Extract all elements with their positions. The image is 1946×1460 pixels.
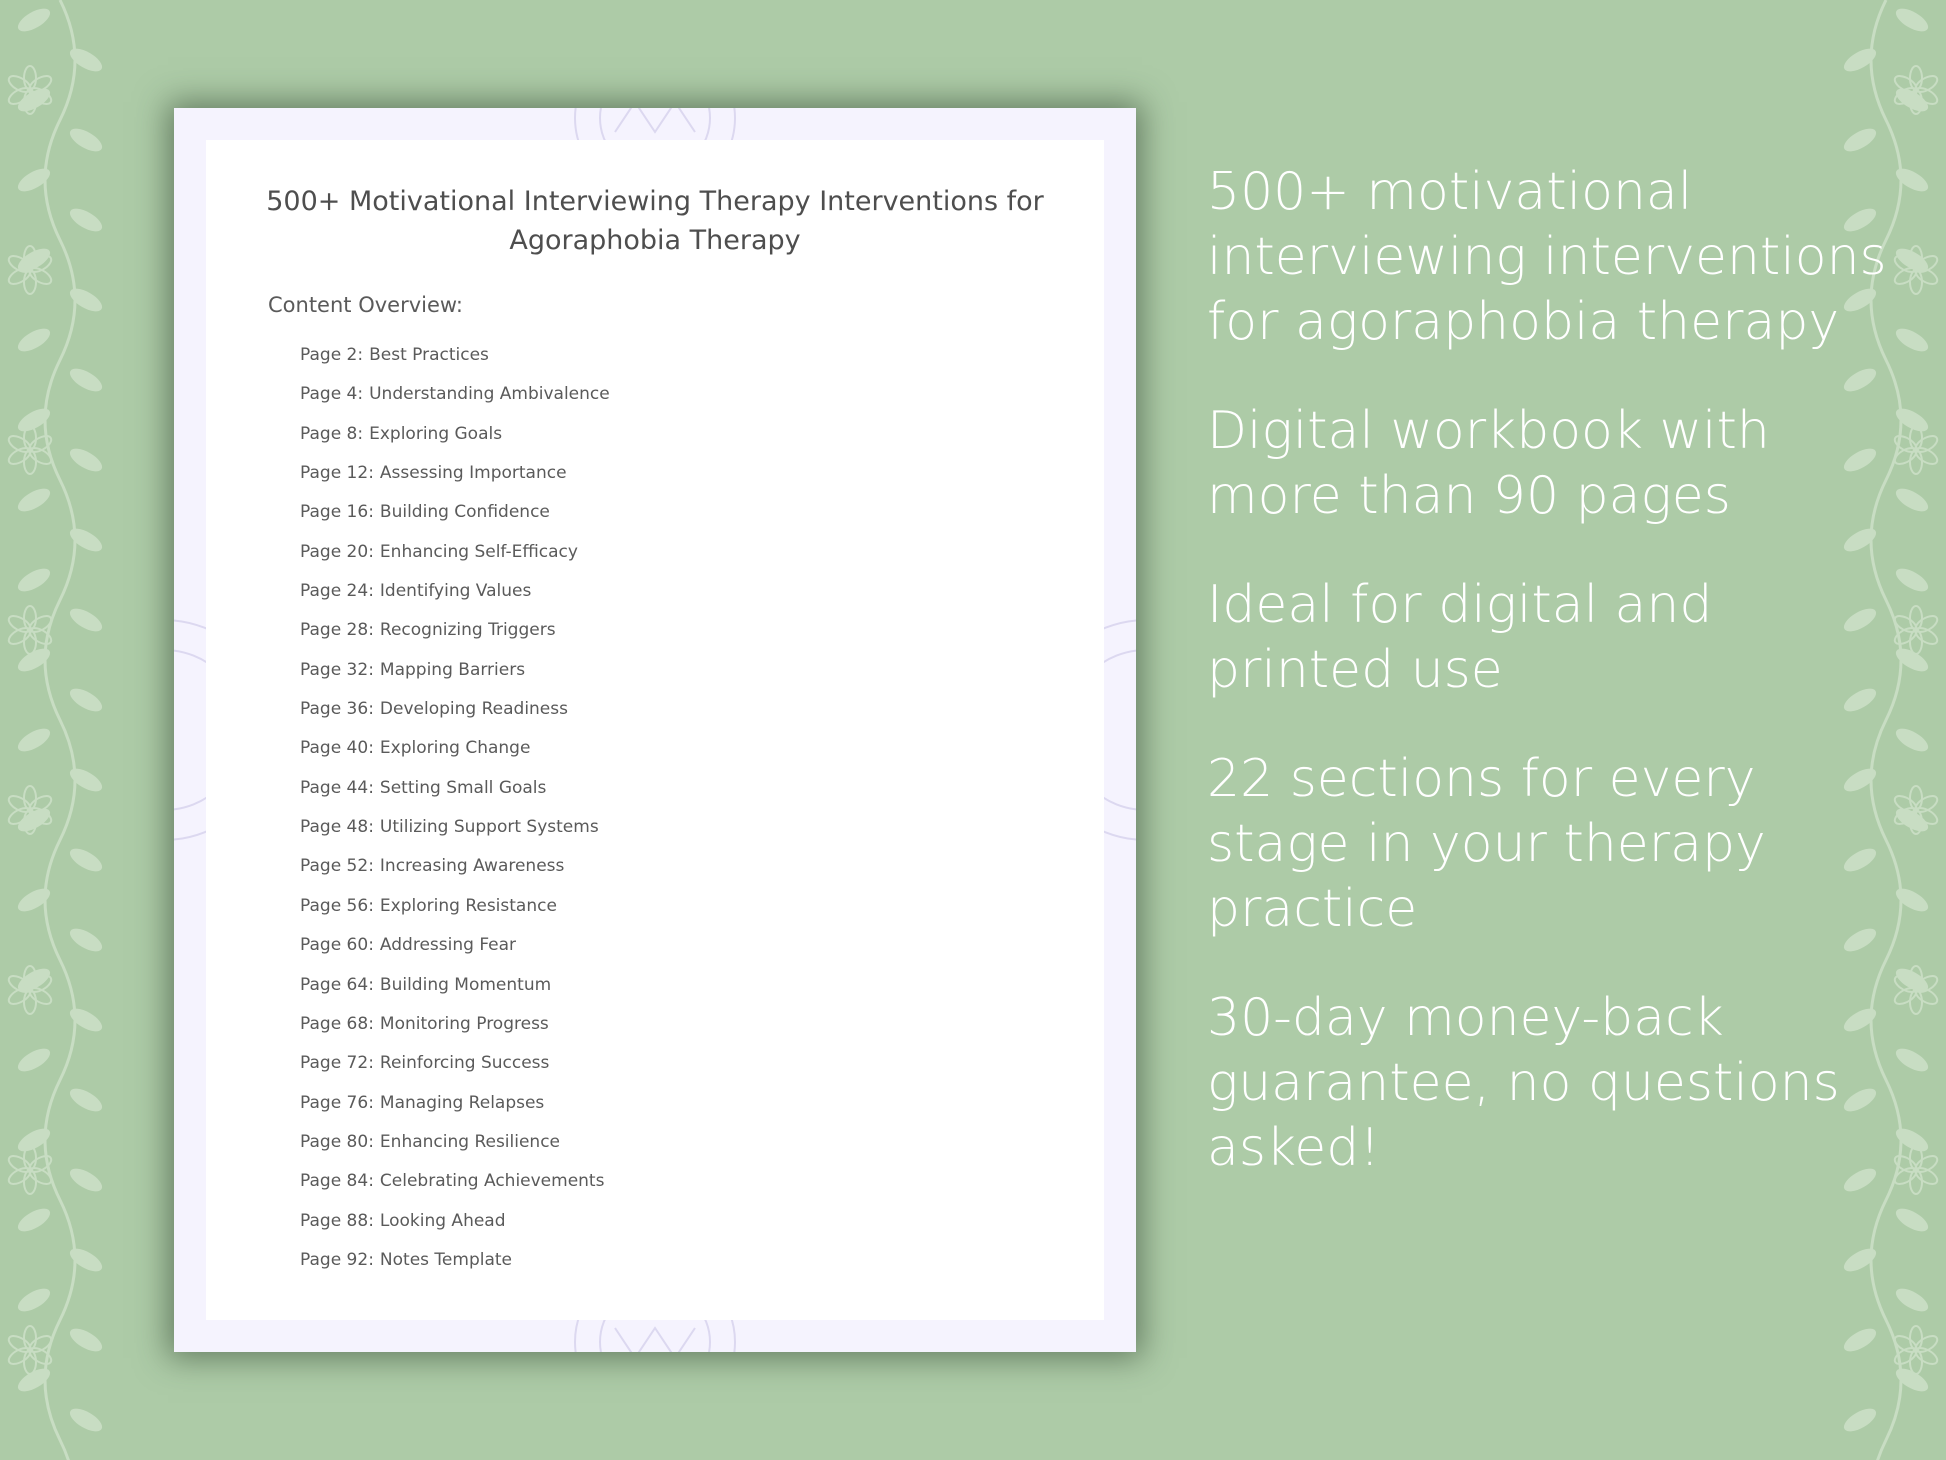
toc-section-title: Understanding Ambivalence xyxy=(369,384,610,405)
toc-page-number: Page 2: xyxy=(300,345,364,365)
toc-section-title: Reinforcing Success xyxy=(379,1053,550,1074)
toc-page-number: Page 64: xyxy=(300,974,374,995)
toc-item xyxy=(300,537,610,576)
toc-page-number: Page 52: xyxy=(300,856,374,877)
toc-item xyxy=(300,1206,610,1245)
toc-page-number: Page 16: xyxy=(300,502,374,523)
toc-section-title: Utilizing Support Systems xyxy=(379,817,599,838)
toc-item xyxy=(300,576,610,615)
toc-page-number: Page 88: xyxy=(300,1210,374,1231)
toc-page-number: Page 12: xyxy=(300,463,374,484)
document-preview xyxy=(174,108,1136,1352)
content-overview-label: Content Overview: xyxy=(268,293,463,317)
toc-page-number: Page 20: xyxy=(300,541,374,562)
toc-section-title: Enhancing Resilience xyxy=(379,1131,561,1152)
toc-item xyxy=(300,970,610,1009)
toc-page-number: Page 80: xyxy=(300,1131,374,1152)
toc-page-number: Page 40: xyxy=(300,738,374,759)
document-page xyxy=(206,140,1104,1320)
feature-text: 30-day money-back guarantee, no questions asked! xyxy=(1207,988,1840,1178)
feature-text: Ideal for digital and printed use xyxy=(1207,575,1713,700)
toc-page-number: Page 28: xyxy=(300,620,374,641)
toc-item xyxy=(300,1166,610,1205)
toc-page-number: Page 36: xyxy=(300,699,374,720)
toc-section-title: Exploring Resistance xyxy=(379,895,557,916)
document-title: 500+ Motivational Interviewing Therapy Interventions for Agoraphobia Therapy xyxy=(266,186,1044,256)
toc-page-number: Page 68: xyxy=(300,1013,374,1034)
toc-page-number: Page 8: xyxy=(300,423,364,444)
toc-item xyxy=(300,1245,610,1284)
toc-item xyxy=(300,694,610,733)
toc-section-title: Building Confidence xyxy=(379,502,550,523)
toc-section-title: Recognizing Triggers xyxy=(379,620,556,641)
toc-section-title: Mapping Barriers xyxy=(379,659,526,680)
toc-item xyxy=(300,773,610,812)
toc-item xyxy=(300,851,610,890)
toc-section-title: Notes Template xyxy=(379,1249,512,1270)
toc-item xyxy=(300,379,610,418)
feature-list xyxy=(1207,160,1907,1225)
toc-section-title: Assessing Importance xyxy=(379,463,567,484)
toc-item xyxy=(300,733,610,772)
toc-page-number: Page 44: xyxy=(300,777,374,798)
toc-item xyxy=(300,1088,610,1127)
toc-section-title: Managing Relapses xyxy=(379,1092,545,1113)
table-of-contents xyxy=(300,340,610,1284)
toc-section-title: Increasing Awareness xyxy=(379,856,565,877)
toc-page-number: Page 84: xyxy=(300,1171,374,1192)
toc-page-number: Page 60: xyxy=(300,935,374,956)
toc-item xyxy=(300,419,610,458)
toc-item xyxy=(300,655,610,694)
toc-item xyxy=(300,891,610,930)
toc-item xyxy=(300,458,610,497)
toc-section-title: Celebrating Achievements xyxy=(379,1171,605,1192)
toc-page-number: Page 4: xyxy=(300,384,364,405)
toc-page-number: Page 92: xyxy=(300,1249,374,1270)
toc-section-title: Looking Ahead xyxy=(379,1210,506,1231)
toc-page-number: Page 24: xyxy=(300,581,374,602)
toc-page-number: Page 56: xyxy=(300,895,374,916)
toc-item xyxy=(300,497,610,536)
toc-page-number: Page 76: xyxy=(300,1092,374,1113)
toc-page-number: Page 48: xyxy=(300,817,374,838)
toc-item xyxy=(300,615,610,654)
toc-section-title: Best Practices xyxy=(369,345,489,365)
toc-item xyxy=(300,812,610,851)
toc-page-number: Page 32: xyxy=(300,659,374,680)
toc-section-title: Addressing Fear xyxy=(379,935,517,956)
feature-text: 22 sections for every stage in your therapy practice xyxy=(1207,749,1766,939)
toc-item xyxy=(300,340,610,379)
toc-section-title: Enhancing Self-Efficacy xyxy=(379,541,578,562)
toc-section-title: Building Momentum xyxy=(379,974,552,995)
floral-vine-left xyxy=(0,0,140,1460)
toc-page-number: Page 72: xyxy=(300,1053,374,1074)
toc-item xyxy=(300,1009,610,1048)
toc-item xyxy=(300,1127,610,1166)
toc-section-title: Exploring Change xyxy=(379,738,531,759)
feature-text: Digital workbook with more than 90 pages xyxy=(1207,401,1770,526)
toc-item xyxy=(300,1048,610,1087)
toc-section-title: Exploring Goals xyxy=(369,423,503,444)
feature-text: 500+ motivational interviewing interventions for agoraphobia therapy xyxy=(1207,162,1887,352)
toc-section-title: Setting Small Goals xyxy=(379,777,547,798)
toc-section-title: Identifying Values xyxy=(379,581,532,602)
toc-section-title: Developing Readiness xyxy=(379,699,568,720)
toc-section-title: Monitoring Progress xyxy=(379,1013,549,1034)
toc-item xyxy=(300,930,610,969)
